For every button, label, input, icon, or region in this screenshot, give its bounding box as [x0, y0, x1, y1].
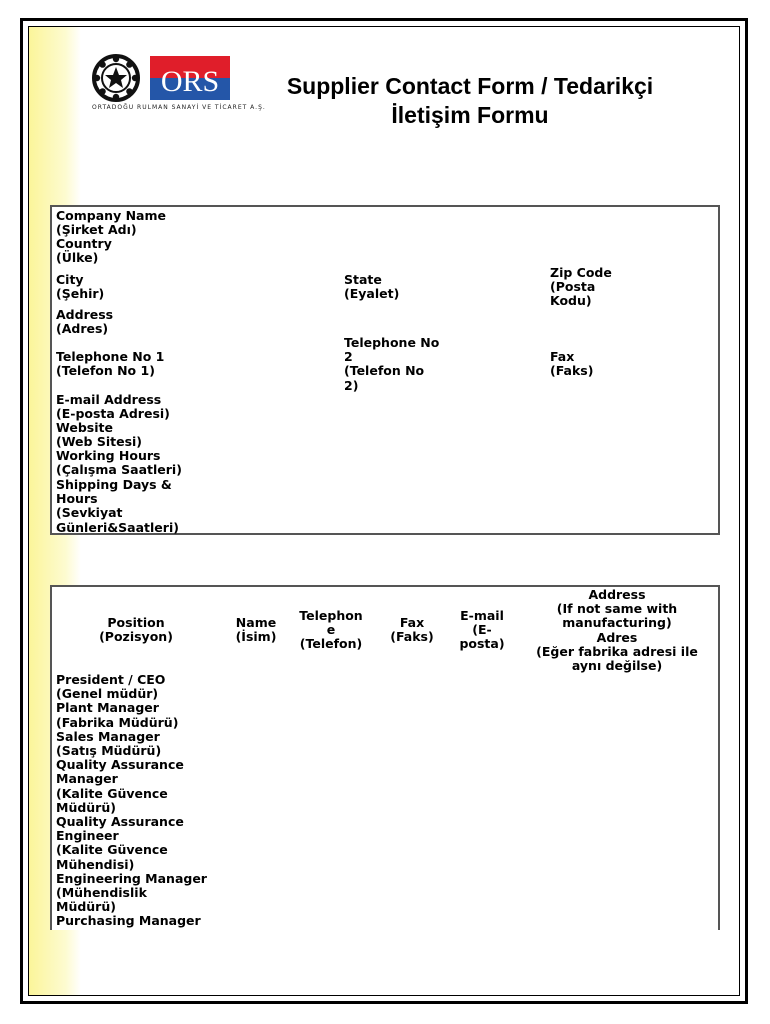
website-label: Website (Web Sitesi) [56, 420, 143, 450]
header-telephone: Telephon e (Telefon) [299, 608, 363, 652]
telephone-2-label: Telephone No 2 (Telefon No 2) [344, 335, 440, 393]
company-name-label: Company Name (Şirket Adı) [56, 208, 166, 238]
bearing-emblem-icon [94, 56, 138, 100]
shipping-label: Shipping Days & Hours (Sevkiyat Günleri&Saatleri) [56, 477, 179, 535]
header-address: Address (If not same with manufacturing) Adres (Eğer fabrika adresi ile aynı değilse) [536, 587, 698, 674]
working-hours-label: Working Hours (Çalışma Saatleri) [56, 448, 182, 478]
telephone-1-label: Telephone No 1 (Telefon No 1) [56, 349, 165, 379]
zip-code-label: Zip Code (Posta Kodu) [550, 265, 612, 309]
logo-caption: ORTADOĞU RULMAN SANAYİ VE TİCARET A.Ş. [92, 104, 266, 111]
contacts-table [50, 585, 720, 930]
header-fax: Fax (Faks) [390, 615, 434, 645]
svg-text:ORS: ORS [160, 65, 220, 98]
email-label: E-mail Address (E-posta Adresi) [56, 392, 170, 422]
header-position: Position (Pozisyon) [99, 615, 173, 645]
positions-list: President / CEO (Genel müdür) Plant Manager (Fabrika Müdürü) Sales Manager (Satış Müdürü) Quality Assurance Manager (Kalite Güvence Müdürü) Quality Assurance Engineer (Kalite Güvence Mühendisi) Engineering Manager (Mühendislik Müdürü) Purchasing Manager [56, 672, 207, 929]
page-title: Supplier Contact Form / Tedarikçi İletişim Formu [286, 73, 654, 128]
country-label: Country (Ülke) [56, 236, 112, 266]
city-label: City (Şehir) [56, 272, 105, 302]
header-name: Name (İsim) [235, 615, 277, 645]
state-label: State (Eyalet) [344, 272, 400, 302]
header-email: E-mail (E- posta) [459, 608, 505, 652]
company-info-table [50, 205, 720, 535]
address-label: Address (Adres) [56, 307, 114, 337]
fax-label: Fax (Faks) [550, 349, 594, 379]
